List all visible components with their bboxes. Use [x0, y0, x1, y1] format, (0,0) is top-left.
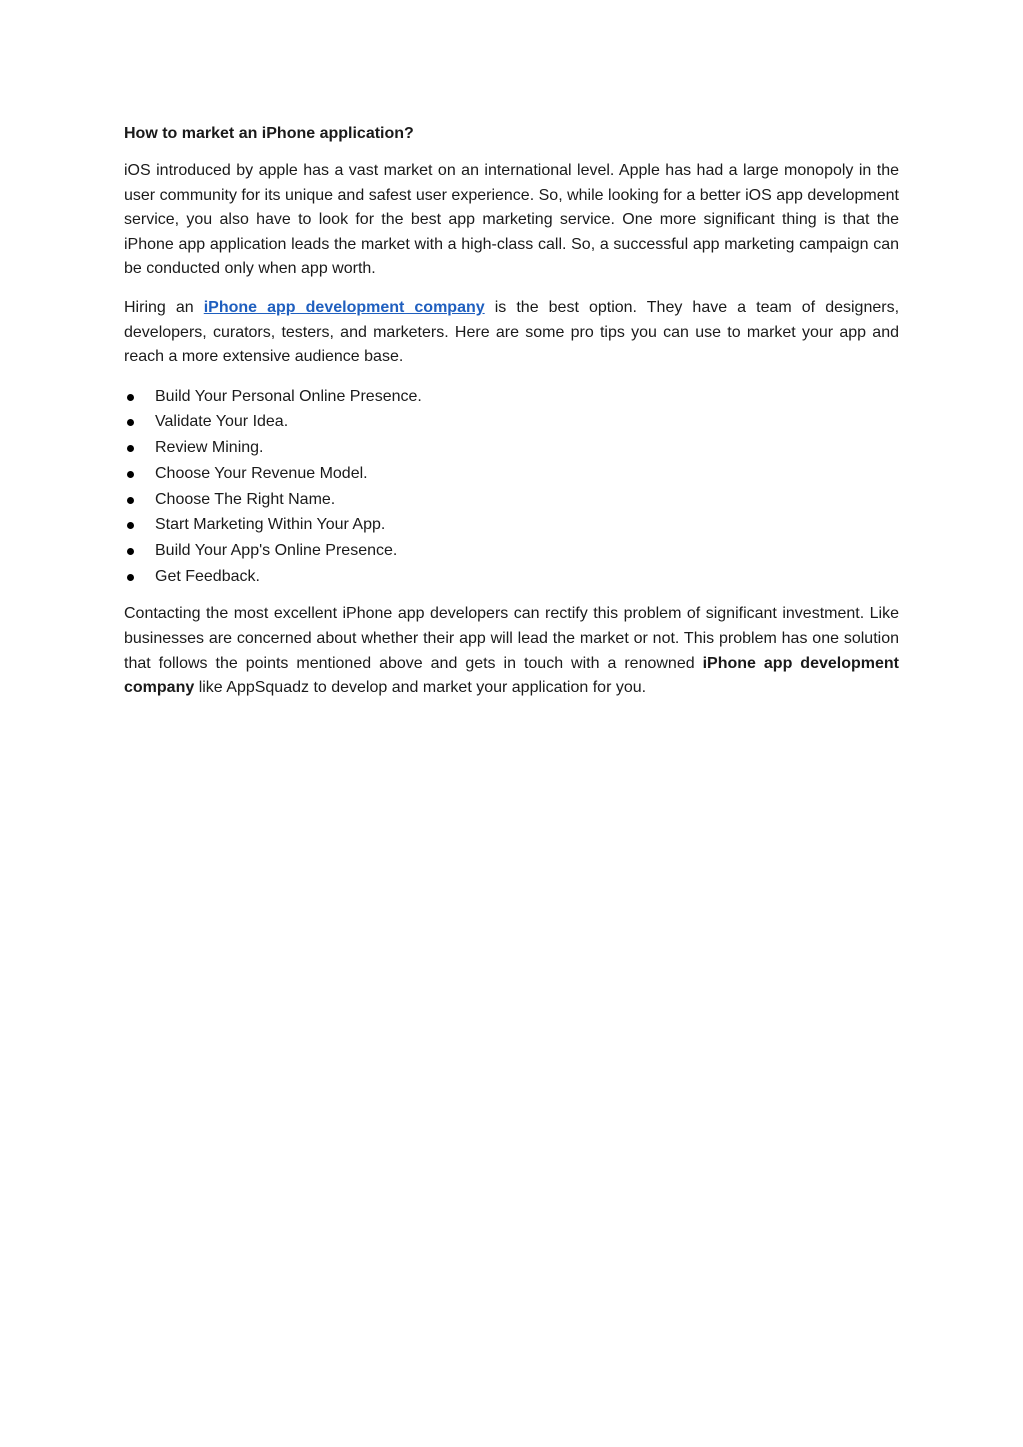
list-item-label: Build Your App's Online Presence. — [155, 541, 398, 559]
list-item-label: Start Marketing Within Your App. — [155, 516, 386, 534]
list-item — [124, 512, 899, 538]
list-item — [124, 384, 899, 410]
bullet-icon — [127, 497, 134, 504]
list-item-label: Review Mining. — [155, 439, 264, 457]
list-item — [124, 409, 899, 435]
bullet-icon — [127, 548, 134, 555]
bullet-icon — [127, 445, 134, 452]
hiring-text-before: Hiring an — [124, 298, 204, 316]
list-item — [124, 461, 899, 487]
bullet-icon — [127, 522, 134, 529]
list-item-label: Get Feedback. — [155, 567, 260, 585]
document-body — [124, 122, 899, 715]
conclusion-text-after: like AppSquadz to develop and market your application for you. — [194, 679, 647, 697]
bullet-icon — [127, 394, 134, 401]
bullet-icon — [127, 574, 134, 581]
tips-list — [124, 384, 899, 590]
iphone-app-development-company-link[interactable]: iPhone app development company — [203, 298, 485, 316]
bullet-icon — [127, 471, 134, 478]
list-item-label: Choose Your Revenue Model. — [155, 464, 368, 482]
page-title: How to market an iPhone application? — [124, 125, 414, 142]
list-item — [124, 564, 899, 590]
intro-paragraph: iOS introduced by apple has a vast market on an international level. Apple has had a large monopoly in the user community for its unique and safest user experience. So, while looking for a better iOS app development service, you also have to look for the best app marketing service. One more significant thing is that the iPhone app application leads the market with a high-class call. So, a successful app marketing campaign can be conducted only when app worth. — [124, 162, 899, 278]
conclusion-bold-text: iPhone app development company — [124, 654, 899, 697]
hiring-paragraph — [124, 296, 899, 370]
list-item — [124, 538, 899, 564]
conclusion-paragraph — [124, 602, 899, 700]
conclusion-text: Contacting the most excellent iPhone app developers can rectify this problem of significant investment. Like businesses are concerned about whether their app will lead the market or not. This problem has one solution that follows the points mentioned above and gets in touch with a renowned — [124, 605, 899, 672]
bullet-icon — [127, 419, 134, 426]
hiring-text-after: is the best option. They have a team of designers, developers, curators, testers, and marketers. Here are some pro tips you can use to market your app and reach a more extensive audience base. — [124, 298, 900, 366]
list-item-label: Build Your Personal Online Presence. — [155, 387, 422, 405]
list-item-label: Choose The Right Name. — [155, 490, 336, 508]
list-item — [124, 435, 899, 461]
list-item — [124, 487, 899, 513]
list-item-label: Validate Your Idea. — [155, 413, 289, 431]
